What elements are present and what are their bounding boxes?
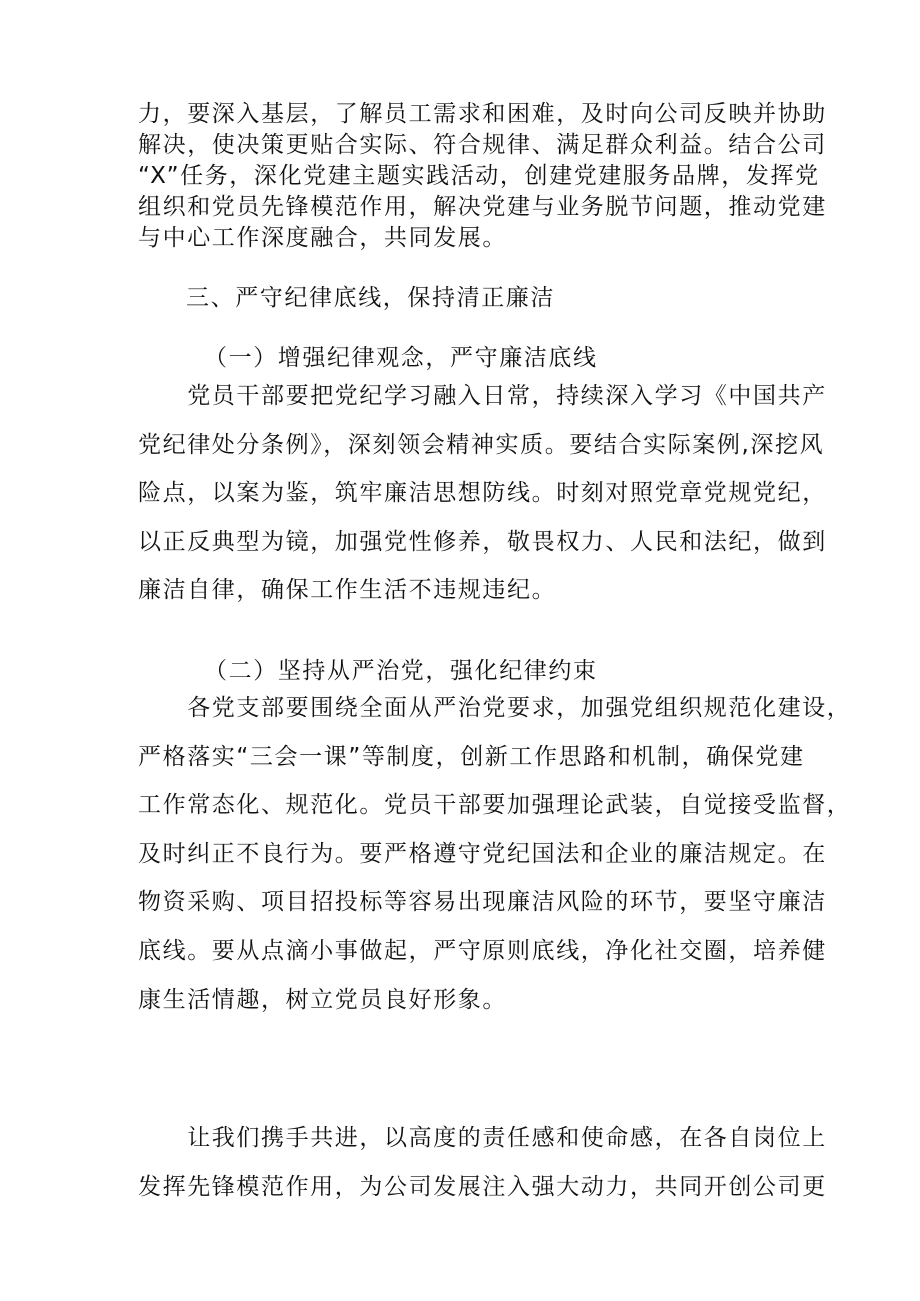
paragraph-line: 让我们携手共进，以高度的责任感和使命感，在各自岗位上 [138,1125,827,1151]
paragraph-line: 各党支部要围绕全面从严治党要求，加强党组织规范化建设， [138,695,852,721]
paragraph-line: 及时纠正不良行为。要严格遵守党纪国法和企业的廉洁规定。在 [138,840,827,867]
paragraph-line: “X”任务，深化党建主题实践活动，创建党建服务品牌，发挥党 [138,163,820,189]
paragraph-strict-governance [138,684,852,1024]
paragraph-line: 发挥先锋模范作用，为公司发展注入强大动力，共同开创公司更 [138,1173,827,1200]
subsection-heading [204,656,854,687]
paragraph-line: 以正反典型为镜，加强党性修养，敬畏权力、人民和法纪，做到 [138,528,827,555]
paragraph-line: 底线。要从点滴小事做起，严守原则底线，净化社交圈，培养健 [138,937,827,964]
subsection-heading [204,343,854,374]
paragraph-line: 物资采购、项目招投标等容易出现廉洁风险的环节，要坚守廉洁 [138,889,827,916]
subsection-heading-text: （一）增强纪律观念，严守廉洁底线 [204,345,598,371]
section-heading-text: 三、严守纪律底线，保持清正廉洁 [186,285,555,311]
paragraph-line: 与中心工作深度融合，共同发展。 [138,225,507,251]
paragraph-closing [138,1114,827,1211]
paragraph-line: 组织和党员先锋模范作用，解决党建与业务脱节问题，推动党建 [138,194,827,220]
paragraph-line: 党员干部要把党纪学习融入日常，持续深入学习《中国共产 [138,383,827,409]
paragraph-line: 解决，使决策更贴合实际、符合规律、满足群众利益。结合公司 [138,132,827,158]
paragraph-line: 力，要深入基层，了解员工需求和困难，及时向公司反映并协助 [138,101,827,127]
paragraph-line: 党纪律处分条例》，深刻领会精神实质。要结合实际案例,深挖风 [138,431,825,458]
paragraph-line: 廉洁自律，确保工作生活不违规违纪。 [138,577,557,604]
paragraph-line: 严格落实“三会一课”等制度，创新工作思路和机制，确保党建 [138,743,805,770]
paragraph-top [138,99,827,254]
paragraph-line: 康生活情趣，树立党员良好形象。 [138,986,507,1013]
paragraph-line: 工作常态化、规范化。党员干部要加强理论武装，自觉接受监督， [138,792,852,819]
subsection-heading-text: （二）坚持从严治党，强化纪律约束 [204,658,598,684]
paragraph-line: 险点，以案为鉴，筑牢廉洁思想防线。时刻对照党章党规党纪， [138,480,827,507]
paragraph-discipline [138,372,827,615]
section-heading [186,283,836,314]
